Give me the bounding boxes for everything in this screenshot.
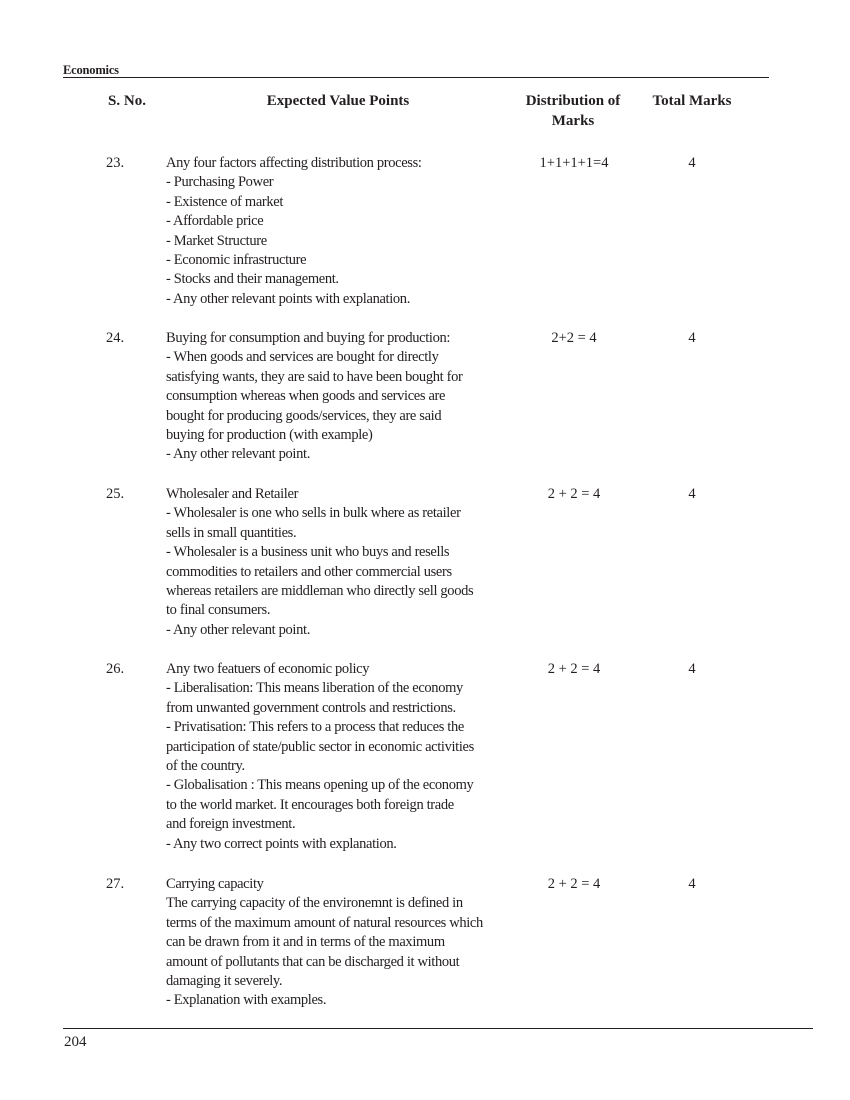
value-point-line: - Economic infrastructure bbox=[166, 252, 307, 269]
distribution-of-marks: 2 + 2 = 4 bbox=[547, 661, 601, 677]
footer-rule bbox=[63, 1028, 813, 1029]
total-marks: 4 bbox=[688, 876, 696, 892]
running-head-subject: Economics bbox=[63, 63, 119, 77]
value-point-line: of the country. bbox=[166, 758, 245, 775]
value-point-line: to the world market. It encourages both foreign trade bbox=[166, 796, 454, 813]
value-point-line: Any four factors affecting distribution process: bbox=[166, 155, 422, 171]
value-point-line: - Stocks and their management. bbox=[166, 271, 339, 288]
value-point-line: terms of the maximum amount of natural resources which bbox=[166, 914, 483, 931]
value-point-line: - Explanation with examples. bbox=[166, 992, 327, 1009]
value-point-line: - Any other relevant point. bbox=[166, 446, 310, 463]
value-point-line: Any two featuers of economic policy bbox=[166, 661, 370, 677]
value-point-line: - Purchasing Power bbox=[166, 174, 274, 191]
question-number: 23. bbox=[106, 155, 125, 171]
value-point-line: damaging it severely. bbox=[166, 973, 283, 990]
question-value-points bbox=[166, 485, 504, 640]
question-number: 27. bbox=[106, 876, 125, 892]
value-point-line: Carrying capacity bbox=[166, 876, 264, 892]
distribution-of-marks: 2 + 2 = 4 bbox=[547, 486, 601, 502]
value-point-line: can be drawn from it and in terms of the maximum bbox=[166, 934, 445, 951]
value-point-line: - Any other relevant point. bbox=[166, 621, 310, 638]
value-point-line: participation of state/public sector in economic activities bbox=[166, 738, 474, 755]
distribution-of-marks: 2 + 2 = 4 bbox=[547, 876, 601, 892]
value-point-line: commodities to retailers and other commercial users bbox=[166, 563, 452, 580]
column-header-distribution-line1: Distribution of bbox=[525, 93, 621, 109]
value-point-line: - Market Structure bbox=[166, 232, 267, 249]
value-point-line: whereas retailers are middleman who directly sell goods bbox=[166, 583, 474, 600]
distribution-of-marks: 2+2 = 4 bbox=[551, 330, 597, 346]
value-point-line: satisfying wants, they are said to have been bought for bbox=[166, 368, 463, 385]
column-header-distribution-line2: Marks bbox=[551, 113, 595, 129]
value-point-line: The carrying capacity of the environemnt is defined in bbox=[166, 895, 463, 912]
value-point-line: from unwanted government controls and restrictions. bbox=[166, 699, 456, 716]
column-header-total-marks: Total Marks bbox=[652, 93, 732, 109]
question-number: 24. bbox=[106, 330, 125, 346]
page-number: 204 bbox=[64, 1034, 87, 1050]
value-point-line: consumption whereas when goods and services are bbox=[166, 388, 446, 405]
value-point-line: - When goods and services are bought for directly bbox=[166, 349, 439, 366]
value-point-line: - Privatisation: This refers to a process that reduces the bbox=[166, 719, 464, 736]
question-value-points bbox=[166, 329, 504, 465]
total-marks: 4 bbox=[688, 155, 696, 171]
total-marks: 4 bbox=[688, 330, 696, 346]
header-rule bbox=[63, 77, 769, 78]
value-point-line: - Wholesaler is a business unit who buys and resells bbox=[166, 544, 450, 561]
total-marks: 4 bbox=[688, 486, 696, 502]
question-number: 25. bbox=[106, 486, 125, 502]
value-point-line: - Any other relevant points with explanation. bbox=[166, 290, 410, 307]
value-point-line: sells in small quantities. bbox=[166, 524, 297, 541]
question-value-points bbox=[166, 154, 504, 309]
value-point-line: - Any two correct points with explanation. bbox=[166, 835, 397, 852]
value-point-line: and foreign investment. bbox=[166, 816, 296, 833]
column-header-expected-value-points: Expected Value Points bbox=[266, 93, 410, 109]
question-value-points bbox=[166, 875, 504, 1011]
value-point-line: amount of pollutants that can be discharged it without bbox=[166, 953, 460, 970]
value-point-line: Wholesaler and Retailer bbox=[166, 486, 299, 502]
value-point-line: - Globalisation : This means opening up of the economy bbox=[166, 777, 474, 794]
distribution-of-marks: 1+1+1+1=4 bbox=[539, 155, 609, 171]
value-point-line: Buying for consumption and buying for production: bbox=[166, 330, 451, 346]
question-number: 26. bbox=[106, 661, 125, 677]
value-point-line: bought for producing goods/services, they are said bbox=[166, 407, 442, 424]
question-value-points bbox=[166, 660, 504, 854]
column-header-distribution-of-marks bbox=[512, 91, 634, 131]
column-header-sno: S. No. bbox=[108, 93, 146, 109]
value-point-line: to final consumers. bbox=[166, 602, 271, 619]
total-marks: 4 bbox=[688, 661, 696, 677]
value-point-line: - Affordable price bbox=[166, 213, 264, 230]
value-point-line: - Wholesaler is one who sells in bulk where as retailer bbox=[166, 505, 461, 522]
value-point-line: buying for production (with example) bbox=[166, 427, 373, 444]
value-point-line: - Liberalisation: This means liberation of the economy bbox=[166, 680, 463, 697]
value-point-line: - Existence of market bbox=[166, 193, 284, 210]
